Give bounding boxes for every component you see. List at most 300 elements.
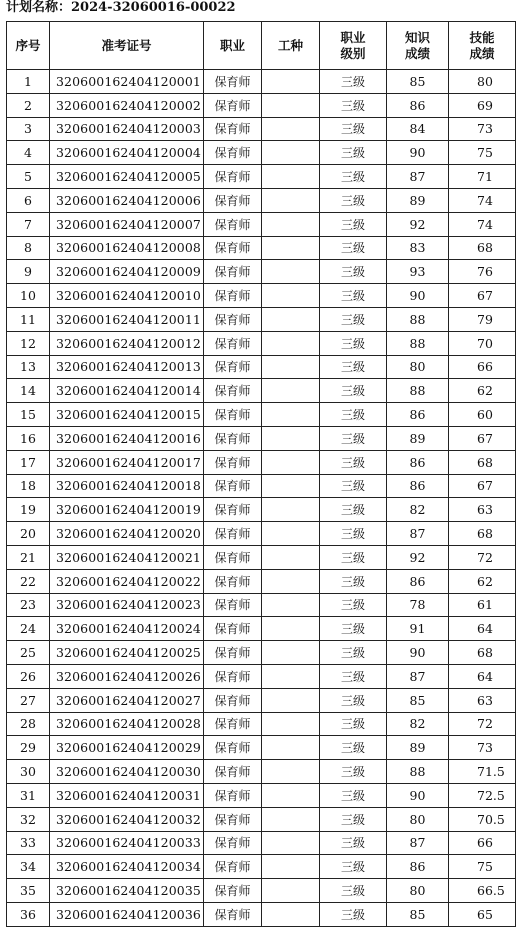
seq-cell: 19: [7, 498, 50, 522]
table-row: [7, 879, 516, 903]
occupation-cell: 保育师: [204, 307, 262, 331]
level-cell: 三级: [320, 307, 387, 331]
occupation-cell: 保育师: [204, 593, 262, 617]
seq-cell: 1: [7, 70, 50, 94]
skill-score-cell: 71: [449, 165, 516, 189]
job-type-cell: [262, 522, 320, 546]
seq-cell: 15: [7, 403, 50, 427]
skill-score-cell: 64: [449, 617, 516, 641]
level-cell: 三级: [320, 736, 387, 760]
table-row: [7, 379, 516, 403]
skill-score-cell: 74: [449, 212, 516, 236]
job-type-cell: [262, 545, 320, 569]
table-row: [7, 70, 516, 94]
exam-no-cell: 320600162404120015: [50, 403, 204, 427]
skill-score-cell: 72: [449, 712, 516, 736]
table-row: [7, 307, 516, 331]
table-row: [7, 498, 516, 522]
score-table: [6, 21, 516, 927]
exam-no-cell: 320600162404120009: [50, 260, 204, 284]
job-type-cell: [262, 498, 320, 522]
knowledge-score-cell: 86: [387, 93, 449, 117]
occupation-cell: 保育师: [204, 70, 262, 94]
job-type-cell: [262, 141, 320, 165]
header-occupation: 职业: [204, 22, 262, 70]
occupation-cell: 保育师: [204, 403, 262, 427]
level-cell: 三级: [320, 641, 387, 665]
table-row: [7, 450, 516, 474]
table-row: [7, 617, 516, 641]
seq-cell: 29: [7, 736, 50, 760]
exam-no-cell: 320600162404120011: [50, 307, 204, 331]
skill-score-cell: 66.5: [449, 879, 516, 903]
exam-no-cell: 320600162404120026: [50, 664, 204, 688]
table-row: [7, 355, 516, 379]
exam-no-cell: 320600162404120006: [50, 188, 204, 212]
header-level-line2: 级别: [340, 45, 366, 61]
knowledge-score-cell: 88: [387, 379, 449, 403]
occupation-cell: 保育师: [204, 831, 262, 855]
exam-no-cell: 320600162404120030: [50, 760, 204, 784]
knowledge-score-cell: 80: [387, 355, 449, 379]
level-cell: 三级: [320, 879, 387, 903]
level-cell: 三级: [320, 331, 387, 355]
knowledge-score-cell: 86: [387, 403, 449, 427]
exam-no-cell: 320600162404120028: [50, 712, 204, 736]
occupation-cell: 保育师: [204, 141, 262, 165]
skill-score-cell: 67: [449, 284, 516, 308]
occupation-cell: 保育师: [204, 93, 262, 117]
seq-cell: 21: [7, 545, 50, 569]
level-cell: 三级: [320, 236, 387, 260]
skill-score-cell: 63: [449, 498, 516, 522]
job-type-cell: [262, 641, 320, 665]
exam-no-cell: 320600162404120010: [50, 284, 204, 308]
level-cell: 三级: [320, 165, 387, 189]
header-seq: 序号: [7, 22, 50, 70]
table-row: [7, 188, 516, 212]
skill-score-cell: 74: [449, 188, 516, 212]
knowledge-score-cell: 89: [387, 736, 449, 760]
knowledge-score-cell: 82: [387, 712, 449, 736]
job-type-cell: [262, 379, 320, 403]
knowledge-score-cell: 87: [387, 165, 449, 189]
table-row: [7, 664, 516, 688]
table-row: [7, 474, 516, 498]
header-knowledge: [387, 22, 449, 70]
seq-cell: 12: [7, 331, 50, 355]
job-type-cell: [262, 93, 320, 117]
seq-cell: 22: [7, 569, 50, 593]
table-row: [7, 236, 516, 260]
knowledge-score-cell: 93: [387, 260, 449, 284]
knowledge-score-cell: 92: [387, 212, 449, 236]
level-cell: 三级: [320, 188, 387, 212]
seq-cell: 26: [7, 664, 50, 688]
level-cell: 三级: [320, 70, 387, 94]
knowledge-score-cell: 80: [387, 807, 449, 831]
header-skill: [449, 22, 516, 70]
occupation-cell: 保育师: [204, 236, 262, 260]
level-cell: 三级: [320, 783, 387, 807]
job-type-cell: [262, 736, 320, 760]
seq-cell: 11: [7, 307, 50, 331]
skill-score-cell: 66: [449, 355, 516, 379]
table-row: [7, 641, 516, 665]
job-type-cell: [262, 450, 320, 474]
occupation-cell: 保育师: [204, 807, 262, 831]
occupation-cell: 保育师: [204, 783, 262, 807]
table-row: [7, 165, 516, 189]
table-row: [7, 522, 516, 546]
knowledge-score-cell: 87: [387, 664, 449, 688]
knowledge-score-cell: 85: [387, 688, 449, 712]
seq-cell: 30: [7, 760, 50, 784]
table-row: [7, 688, 516, 712]
exam-no-cell: 320600162404120020: [50, 522, 204, 546]
exam-no-cell: 320600162404120023: [50, 593, 204, 617]
seq-cell: 10: [7, 284, 50, 308]
occupation-cell: 保育师: [204, 760, 262, 784]
skill-score-cell: 68: [449, 450, 516, 474]
occupation-cell: 保育师: [204, 855, 262, 879]
seq-cell: 28: [7, 712, 50, 736]
table-row: [7, 902, 516, 926]
level-cell: 三级: [320, 569, 387, 593]
job-type-cell: [262, 664, 320, 688]
job-type-cell: [262, 879, 320, 903]
level-cell: 三级: [320, 593, 387, 617]
level-cell: 三级: [320, 760, 387, 784]
skill-score-cell: 66: [449, 831, 516, 855]
header-knowledge-line1: 知识: [404, 29, 430, 45]
header-level: [320, 22, 387, 70]
knowledge-score-cell: 90: [387, 641, 449, 665]
level-cell: 三级: [320, 212, 387, 236]
skill-score-cell: 67: [449, 426, 516, 450]
plan-title: 计划名称：2024-32060016-00022: [6, 0, 236, 15]
exam-no-cell: 320600162404120031: [50, 783, 204, 807]
job-type-cell: [262, 474, 320, 498]
occupation-cell: 保育师: [204, 474, 262, 498]
job-type-cell: [262, 593, 320, 617]
exam-no-cell: 320600162404120019: [50, 498, 204, 522]
seq-cell: 4: [7, 141, 50, 165]
knowledge-score-cell: 91: [387, 617, 449, 641]
exam-no-cell: 320600162404120017: [50, 450, 204, 474]
table-row: [7, 545, 516, 569]
job-type-cell: [262, 212, 320, 236]
header-skill-line2: 成绩: [469, 45, 495, 61]
occupation-cell: 保育师: [204, 260, 262, 284]
exam-no-cell: 320600162404120022: [50, 569, 204, 593]
knowledge-score-cell: 88: [387, 331, 449, 355]
level-cell: 三级: [320, 379, 387, 403]
level-cell: 三级: [320, 617, 387, 641]
occupation-cell: 保育师: [204, 188, 262, 212]
occupation-cell: 保育师: [204, 165, 262, 189]
exam-no-cell: 320600162404120025: [50, 641, 204, 665]
level-cell: 三级: [320, 426, 387, 450]
occupation-cell: 保育师: [204, 641, 262, 665]
table-row: [7, 712, 516, 736]
skill-score-cell: 80: [449, 70, 516, 94]
skill-score-cell: 75: [449, 141, 516, 165]
job-type-cell: [262, 236, 320, 260]
table-row: [7, 736, 516, 760]
job-type-cell: [262, 426, 320, 450]
level-cell: 三级: [320, 355, 387, 379]
occupation-cell: 保育师: [204, 617, 262, 641]
level-cell: 三级: [320, 403, 387, 427]
occupation-cell: 保育师: [204, 426, 262, 450]
occupation-cell: 保育师: [204, 569, 262, 593]
job-type-cell: [262, 355, 320, 379]
seq-cell: 6: [7, 188, 50, 212]
level-cell: 三级: [320, 284, 387, 308]
seq-cell: 24: [7, 617, 50, 641]
job-type-cell: [262, 855, 320, 879]
knowledge-score-cell: 86: [387, 474, 449, 498]
exam-no-cell: 320600162404120024: [50, 617, 204, 641]
knowledge-score-cell: 90: [387, 783, 449, 807]
seq-cell: 18: [7, 474, 50, 498]
seq-cell: 3: [7, 117, 50, 141]
level-cell: 三级: [320, 260, 387, 284]
knowledge-score-cell: 83: [387, 236, 449, 260]
exam-no-cell: 320600162404120002: [50, 93, 204, 117]
table-row: [7, 855, 516, 879]
skill-score-cell: 62: [449, 379, 516, 403]
table-row: [7, 403, 516, 427]
skill-score-cell: 70.5: [449, 807, 516, 831]
skill-score-cell: 62: [449, 569, 516, 593]
level-cell: 三级: [320, 498, 387, 522]
seq-cell: 31: [7, 783, 50, 807]
job-type-cell: [262, 260, 320, 284]
exam-no-cell: 320600162404120035: [50, 879, 204, 903]
seq-cell: 32: [7, 807, 50, 831]
table-row: [7, 331, 516, 355]
job-type-cell: [262, 188, 320, 212]
occupation-cell: 保育师: [204, 879, 262, 903]
job-type-cell: [262, 783, 320, 807]
skill-score-cell: 75: [449, 855, 516, 879]
knowledge-score-cell: 86: [387, 450, 449, 474]
header-job-type: 工种: [262, 22, 320, 70]
table-row: [7, 212, 516, 236]
job-type-cell: [262, 284, 320, 308]
knowledge-score-cell: 86: [387, 569, 449, 593]
occupation-cell: 保育师: [204, 284, 262, 308]
skill-score-cell: 65: [449, 902, 516, 926]
level-cell: 三级: [320, 545, 387, 569]
exam-no-cell: 320600162404120036: [50, 902, 204, 926]
table-row: [7, 807, 516, 831]
skill-score-cell: 70: [449, 331, 516, 355]
skill-score-cell: 73: [449, 117, 516, 141]
level-cell: 三级: [320, 141, 387, 165]
seq-cell: 7: [7, 212, 50, 236]
skill-score-cell: 72: [449, 545, 516, 569]
exam-no-cell: 320600162404120033: [50, 831, 204, 855]
exam-no-cell: 320600162404120021: [50, 545, 204, 569]
occupation-cell: 保育师: [204, 331, 262, 355]
knowledge-score-cell: 84: [387, 117, 449, 141]
occupation-cell: 保育师: [204, 522, 262, 546]
seq-cell: 23: [7, 593, 50, 617]
level-cell: 三级: [320, 712, 387, 736]
table-row: [7, 284, 516, 308]
header-skill-line1: 技能: [469, 29, 495, 45]
seq-cell: 2: [7, 93, 50, 117]
seq-cell: 9: [7, 260, 50, 284]
skill-score-cell: 64: [449, 664, 516, 688]
seq-cell: 14: [7, 379, 50, 403]
seq-cell: 8: [7, 236, 50, 260]
seq-cell: 36: [7, 902, 50, 926]
occupation-cell: 保育师: [204, 736, 262, 760]
table-row: [7, 260, 516, 284]
occupation-cell: 保育师: [204, 712, 262, 736]
skill-score-cell: 68: [449, 641, 516, 665]
exam-no-cell: 320600162404120018: [50, 474, 204, 498]
level-cell: 三级: [320, 831, 387, 855]
level-cell: 三级: [320, 902, 387, 926]
exam-no-cell: 320600162404120016: [50, 426, 204, 450]
occupation-cell: 保育师: [204, 212, 262, 236]
knowledge-score-cell: 86: [387, 855, 449, 879]
seq-cell: 33: [7, 831, 50, 855]
skill-score-cell: 68: [449, 522, 516, 546]
seq-cell: 17: [7, 450, 50, 474]
exam-no-cell: 320600162404120034: [50, 855, 204, 879]
job-type-cell: [262, 902, 320, 926]
occupation-cell: 保育师: [204, 545, 262, 569]
skill-score-cell: 72.5: [449, 783, 516, 807]
table-row: [7, 783, 516, 807]
table-row: [7, 831, 516, 855]
knowledge-score-cell: 85: [387, 70, 449, 94]
seq-cell: 5: [7, 165, 50, 189]
skill-score-cell: 67: [449, 474, 516, 498]
exam-no-cell: 320600162404120003: [50, 117, 204, 141]
skill-score-cell: 63: [449, 688, 516, 712]
table-row: [7, 760, 516, 784]
knowledge-score-cell: 89: [387, 426, 449, 450]
job-type-cell: [262, 712, 320, 736]
table-body: [7, 70, 516, 927]
exam-no-cell: 320600162404120014: [50, 379, 204, 403]
exam-no-cell: 320600162404120008: [50, 236, 204, 260]
occupation-cell: 保育师: [204, 379, 262, 403]
job-type-cell: [262, 760, 320, 784]
seq-cell: 16: [7, 426, 50, 450]
exam-no-cell: 320600162404120032: [50, 807, 204, 831]
job-type-cell: [262, 403, 320, 427]
skill-score-cell: 79: [449, 307, 516, 331]
occupation-cell: 保育师: [204, 117, 262, 141]
knowledge-score-cell: 88: [387, 307, 449, 331]
job-type-cell: [262, 807, 320, 831]
occupation-cell: 保育师: [204, 664, 262, 688]
exam-no-cell: 320600162404120007: [50, 212, 204, 236]
knowledge-score-cell: 87: [387, 831, 449, 855]
skill-score-cell: 69: [449, 93, 516, 117]
skill-score-cell: 71.5: [449, 760, 516, 784]
occupation-cell: 保育师: [204, 902, 262, 926]
knowledge-score-cell: 90: [387, 284, 449, 308]
knowledge-score-cell: 82: [387, 498, 449, 522]
table-row: [7, 593, 516, 617]
level-cell: 三级: [320, 688, 387, 712]
skill-score-cell: 68: [449, 236, 516, 260]
table-row: [7, 141, 516, 165]
exam-no-cell: 320600162404120029: [50, 736, 204, 760]
header-exam-no: 准考证号: [50, 22, 204, 70]
exam-no-cell: 320600162404120013: [50, 355, 204, 379]
table-row: [7, 117, 516, 141]
header-level-line1: 职业: [340, 29, 366, 45]
seq-cell: 35: [7, 879, 50, 903]
header-knowledge-line2: 成绩: [404, 45, 430, 61]
occupation-cell: 保育师: [204, 355, 262, 379]
knowledge-score-cell: 78: [387, 593, 449, 617]
level-cell: 三级: [320, 522, 387, 546]
job-type-cell: [262, 688, 320, 712]
job-type-cell: [262, 831, 320, 855]
skill-score-cell: 76: [449, 260, 516, 284]
skill-score-cell: 61: [449, 593, 516, 617]
level-cell: 三级: [320, 474, 387, 498]
level-cell: 三级: [320, 93, 387, 117]
level-cell: 三级: [320, 450, 387, 474]
table-row: [7, 426, 516, 450]
exam-no-cell: 320600162404120012: [50, 331, 204, 355]
job-type-cell: [262, 617, 320, 641]
knowledge-score-cell: 92: [387, 545, 449, 569]
exam-no-cell: 320600162404120005: [50, 165, 204, 189]
job-type-cell: [262, 70, 320, 94]
occupation-cell: 保育师: [204, 688, 262, 712]
exam-no-cell: 320600162404120001: [50, 70, 204, 94]
table-row: [7, 569, 516, 593]
exam-no-cell: 320600162404120004: [50, 141, 204, 165]
knowledge-score-cell: 85: [387, 902, 449, 926]
skill-score-cell: 60: [449, 403, 516, 427]
job-type-cell: [262, 165, 320, 189]
table-row: [7, 93, 516, 117]
seq-cell: 13: [7, 355, 50, 379]
level-cell: 三级: [320, 855, 387, 879]
knowledge-score-cell: 90: [387, 141, 449, 165]
knowledge-score-cell: 87: [387, 522, 449, 546]
seq-cell: 34: [7, 855, 50, 879]
knowledge-score-cell: 88: [387, 760, 449, 784]
occupation-cell: 保育师: [204, 450, 262, 474]
level-cell: 三级: [320, 117, 387, 141]
seq-cell: 20: [7, 522, 50, 546]
header-row: [7, 22, 516, 70]
job-type-cell: [262, 569, 320, 593]
occupation-cell: 保育师: [204, 498, 262, 522]
job-type-cell: [262, 307, 320, 331]
seq-cell: 25: [7, 641, 50, 665]
knowledge-score-cell: 89: [387, 188, 449, 212]
knowledge-score-cell: 80: [387, 879, 449, 903]
level-cell: 三级: [320, 807, 387, 831]
seq-cell: 27: [7, 688, 50, 712]
